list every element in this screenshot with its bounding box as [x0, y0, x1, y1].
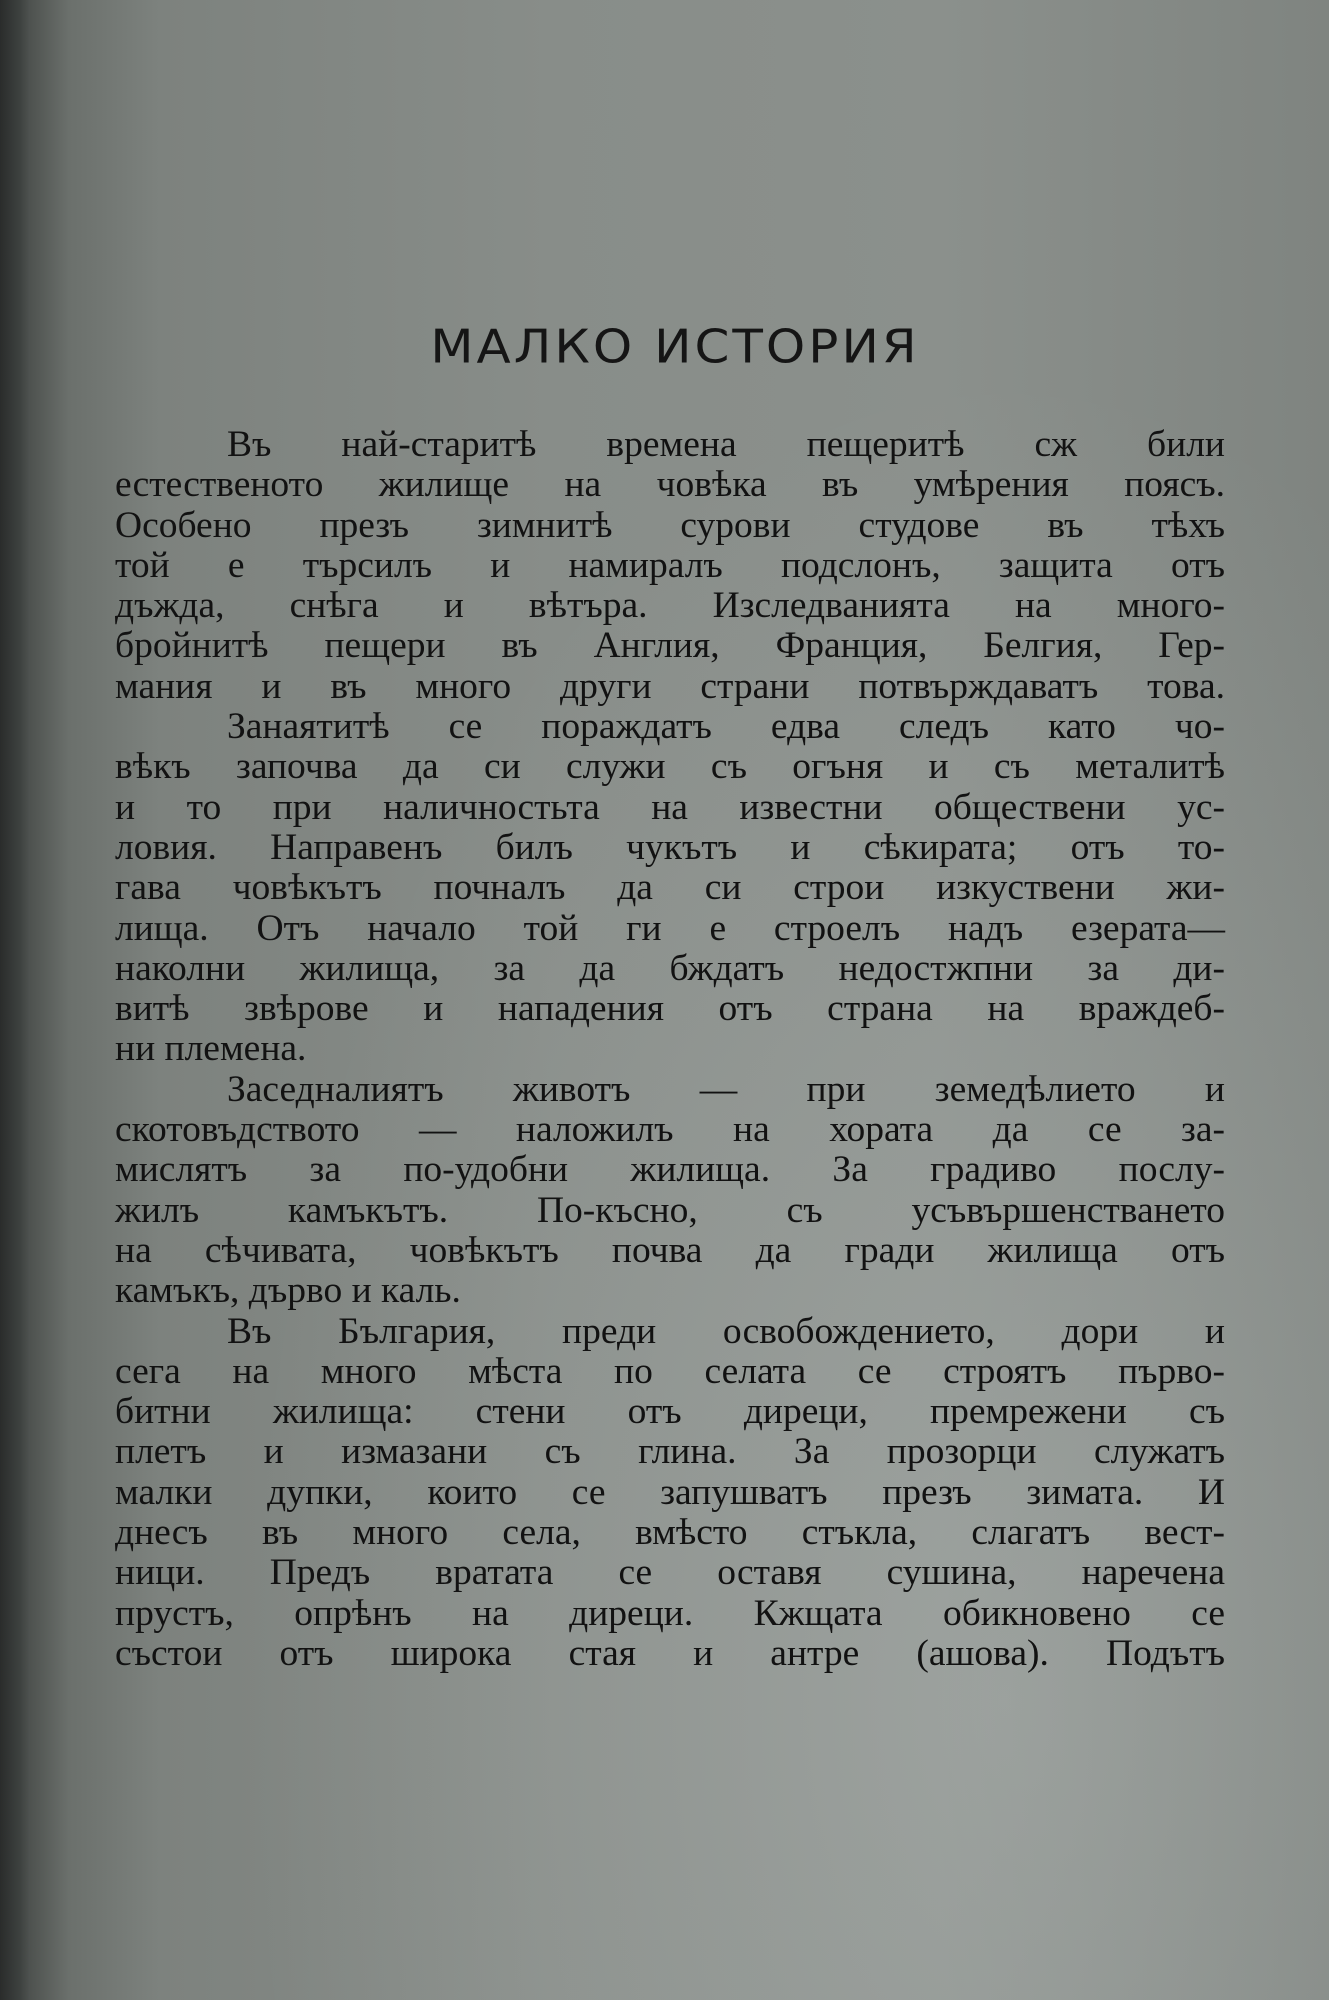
text-line: малки дупки, които се запушватъ презъ зимата. И	[115, 1471, 1225, 1513]
text-line: състои отъ широка стая и антре (ашова). Подътъ	[115, 1632, 1225, 1674]
text-line: Занаятитѣ се пораждатъ едва следъ като чо-	[227, 706, 1225, 748]
text-line: ловия. Направенъ билъ чукътъ и сѣкирата; отъ то-	[115, 826, 1225, 868]
text-line: и то при наличностьта на известни обществени ус-	[115, 786, 1225, 828]
text-line: жилъ камъкътъ. По-късно, съ усъвършенстването	[115, 1189, 1225, 1231]
text-line: битни жилища: стени отъ диреци, премрежени съ	[115, 1391, 1225, 1433]
text-line: ни племена.	[115, 1028, 307, 1070]
text-line: мислятъ за по-удобни жилища. За градиво послу-	[115, 1149, 1225, 1191]
text-line: ници. Предъ вратата се оставя сушина, наречена	[115, 1552, 1225, 1594]
text-line: мания и въ много други страни потвърждаватъ това.	[115, 665, 1225, 707]
paragraph-1	[115, 425, 1225, 707]
paragraph-3	[115, 1070, 1225, 1312]
text-line: скотовъдството — наложилъ на хората да се за-	[115, 1109, 1225, 1151]
chapter-title: МАЛКО ИСТОРИЯ	[430, 320, 920, 374]
text-line: Заседналиятъ животъ — при земедѣлието и	[227, 1068, 1225, 1110]
chapter-body	[115, 425, 1225, 1674]
text-line: вѣкъ започва да си служи съ огъня и съ металитѣ	[115, 746, 1225, 788]
text-line: лища. Отъ начало той ги е строелъ надъ езерата—	[115, 907, 1225, 949]
text-line: камъкъ, дърво и каль.	[115, 1270, 461, 1312]
text-line: на сѣчивата, човѣкътъ почва да гради жилища отъ	[115, 1229, 1225, 1271]
book-page	[30, 0, 1329, 2000]
text-line: той е търсилъ и намиралъ подслонъ, защита отъ	[115, 544, 1225, 586]
text-line: бройнитѣ пещери въ Англия, Франция, Белгия, Гер-	[115, 625, 1225, 667]
book-binding-edge	[0, 0, 34, 2000]
text-line: Особено презъ зимнитѣ сурови студове въ тѣхъ	[115, 504, 1225, 546]
text-line: прустъ, опрѣнъ на диреци. Кжщата обикновено се	[115, 1592, 1225, 1634]
text-line: плетъ и измазани съ глина. За прозорци служатъ	[115, 1431, 1225, 1473]
text-line: гава човѣкътъ почналъ да си строи изкуствени жи-	[115, 867, 1225, 909]
text-line: дъжда, снѣга и вѣтъра. Изследванията на много-	[115, 585, 1225, 627]
text-line: витѣ звѣрове и нападения отъ страна на враждеб-	[115, 988, 1225, 1030]
text-line: естественото жилище на човѣка въ умѣрения поясъ.	[115, 464, 1225, 506]
paragraph-2	[115, 707, 1225, 1070]
text-line: сега на много мѣста по селата се строятъ първо-	[115, 1350, 1225, 1392]
text-line: Въ България, преди освобождението, дори и	[227, 1310, 1225, 1352]
text-line: Въ най-старитѣ времена пещеритѣ сж били	[227, 424, 1225, 465]
text-line: наколни жилища, за да бждатъ недостжпни за ди-	[115, 947, 1225, 989]
text-line: днесъ въ много села, вмѣсто стъкла, слагатъ вест-	[115, 1512, 1225, 1554]
paragraph-4	[115, 1312, 1225, 1675]
